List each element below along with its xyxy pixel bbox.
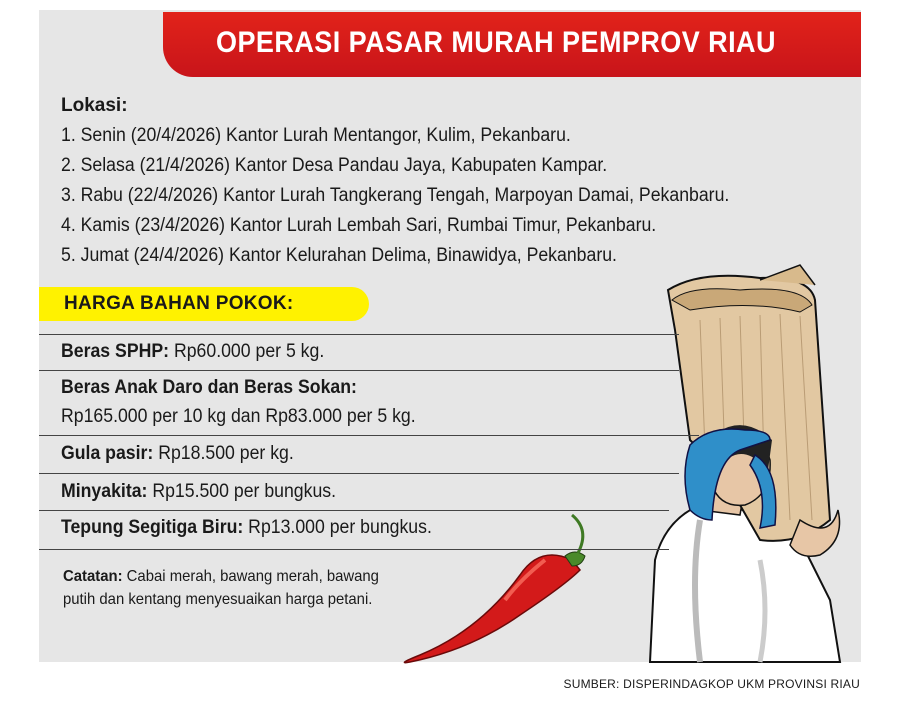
- price-item: [61, 377, 357, 399]
- price-item-value: Rp165.000 per 10 kg dan Rp83.000 per 5 kg.: [61, 406, 416, 427]
- source-credit: SUMBER: DISPERINDAGKOP UKM PROVINSI RIAU: [563, 677, 860, 691]
- price-item-name: Gula pasir:: [61, 443, 154, 464]
- page-title: OPERASI PASAR MURAH PEMPROV RIAU: [216, 26, 776, 59]
- price-item-value: Rp13.000 per bungkus.: [248, 517, 432, 538]
- catatan-note: [63, 565, 398, 611]
- divider: [39, 370, 679, 371]
- price-item: [61, 443, 294, 465]
- catatan-label: Catatan:: [63, 568, 123, 585]
- lokasi-item: 2. Selasa (21/4/2026) Kantor Desa Pandau Jaya, Kabupaten Kampar.: [61, 155, 608, 176]
- price-item-name: Minyakita:: [61, 481, 148, 502]
- divider: [39, 334, 679, 335]
- price-item-value: Rp15.500 per bungkus.: [152, 481, 337, 502]
- lokasi-item: 5. Jumat (24/4/2026) Kantor Kelurahan Delima, Binawidya, Pekanbaru.: [61, 245, 617, 266]
- price-item: [61, 517, 432, 539]
- harga-label: HARGA BAHAN POKOK:: [64, 293, 294, 314]
- lokasi-item: 3. Rabu (22/4/2026) Kantor Lurah Tangkerang Tengah, Marpoyan Damai, Pekanbaru.: [61, 185, 730, 206]
- price-item-value: Rp60.000 per 5 kg.: [173, 341, 325, 362]
- price-item-value: Rp18.500 per kg.: [158, 443, 294, 464]
- divider: [39, 510, 669, 511]
- divider: [39, 473, 679, 474]
- divider: [39, 435, 699, 436]
- lokasi-label: Lokasi:: [61, 95, 128, 116]
- price-item: [61, 341, 324, 363]
- price-item: [61, 481, 336, 503]
- lokasi-item: 1. Senin (20/4/2026) Kantor Lurah Mentangor, Kulim, Pekanbaru.: [61, 125, 571, 146]
- price-item-name: Beras SPHP:: [61, 341, 170, 362]
- divider: [39, 549, 669, 550]
- man-carrying-sack-illustration: [650, 265, 840, 662]
- price-item-name: Beras Anak Daro dan Beras Sokan:: [61, 377, 357, 398]
- lokasi-item: 4. Kamis (23/4/2026) Kantor Lurah Lembah Sari, Rumbai Timur, Pekanbaru.: [61, 215, 657, 236]
- catatan-text: Cabai merah, bawang merah, bawang putih dan kentang menyesuaikan harga petani.: [63, 568, 379, 608]
- price-item-name: Tepung Segitiga Biru:: [61, 517, 244, 538]
